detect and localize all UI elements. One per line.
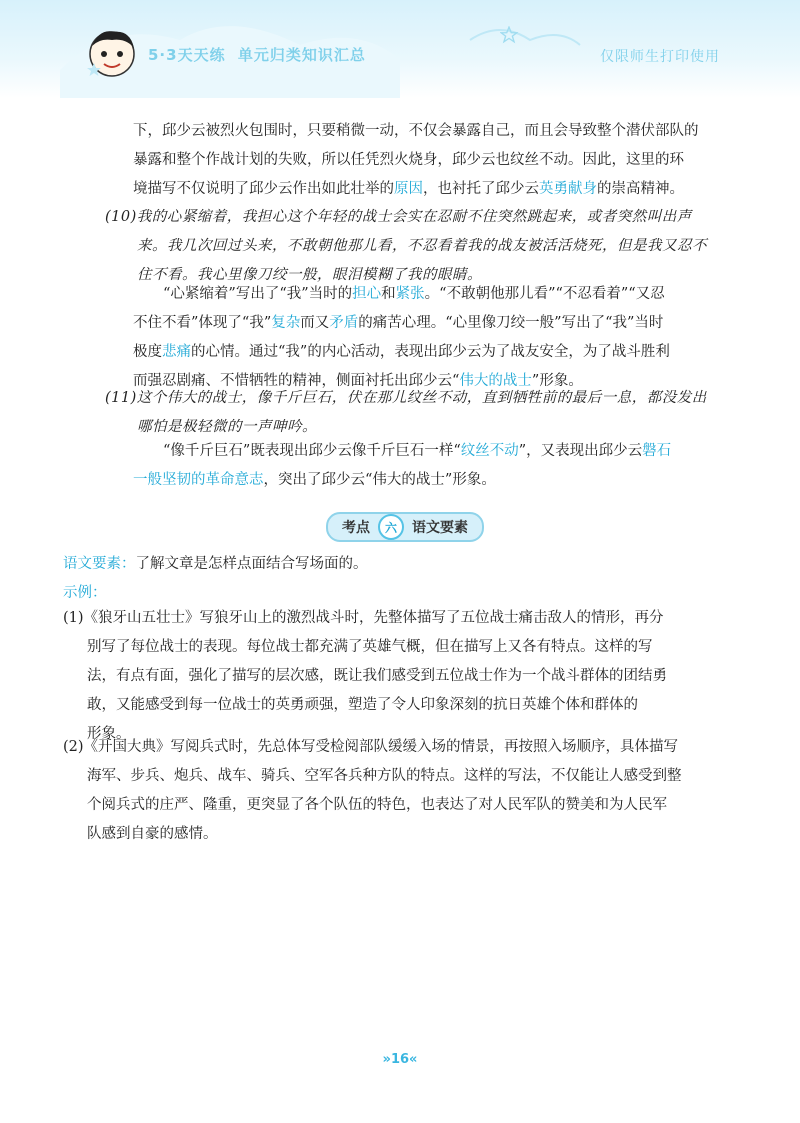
text-line: (11)这个伟大的战士，像千斤巨石，伏在那儿纹丝不动，直到牺牲前的最后一息，都没发出 [105, 390, 707, 406]
badge-right: 语文要素 [412, 520, 468, 536]
text-line: 来。我几次回过头来，不敢朝他那儿看，不忍看着我的战友被活活烧死，但是我又忍不 [137, 238, 707, 254]
text-line: 队感到自豪的感情。 [87, 826, 218, 842]
text-line: “像千斤巨石”既表现出邱少云像千斤巨石一样“纹丝不动”，又表现出邱少云磐石 [163, 443, 672, 459]
page-number: »16« [382, 1052, 418, 1067]
text-line: 而强忍剧痛、不惜牺牲的精神，侧面衬托出邱少云“伟大的战士”形象。 [133, 373, 583, 389]
text-line: 法，有点有面，强化了描写的层次感，既让我们感受到五位战士作为一个战斗群体的团结勇 [87, 668, 667, 684]
text-line: “心紧缩着”写出了“我”当时的担心和紧张。“不敢朝他那儿看”“不忍看着”“又忍 [163, 286, 665, 302]
text-line: 语文要素：了解文章是怎样点面结合写场面的。 [63, 556, 368, 572]
highlight: 复杂 [271, 315, 301, 331]
highlight: 紧张 [395, 286, 425, 302]
text-line: 暴露和整个作战计划的失败，所以任凭烈火烧身，邱少云也纹丝不动。因此，这里的环 [133, 152, 684, 168]
analysis-paragraph-1 [133, 117, 725, 204]
text-line: (2)《开国大典》写阅兵式时，先总体写受检阅部队缓缓入场的情景，再按照入场顺序，具体描写 [63, 739, 679, 755]
text-line: 海军、步兵、炮兵、战车、骑兵、空军各兵种方队的特点。这样的写法，不仅能让人感受到整 [87, 768, 682, 784]
star-icon [86, 62, 102, 78]
text-line: 形象。 [87, 726, 131, 742]
highlight: 一般坚韧的革命意志 [133, 472, 264, 488]
highlight: 英勇献身 [539, 181, 597, 197]
label: 语文要素： [63, 556, 136, 572]
header-usage-note: 仅限师生打印使用 [600, 49, 720, 65]
text-line: 别写了每位战士的表现。每位战士都充满了英雄气概，但在描写上又各有特点。这样的写 [87, 639, 653, 655]
label: 示例： [63, 585, 107, 601]
yuwen-section [63, 550, 725, 608]
highlight: 矛盾 [329, 315, 359, 331]
question-10 [105, 203, 725, 290]
text-line: 哪怕是极轻微的一声呻吟。 [137, 419, 317, 435]
header-series: 5·3天天练 [148, 46, 226, 64]
text-line: (1)《狼牙山五壮士》写狼牙山上的激烈战斗时，先整体描写了五位战士痛击敌人的情形，再分 [63, 610, 664, 626]
text-line: 敢，又能感受到每一位战士的英勇顽强，塑造了令人印象深刻的抗日英雄个体和群体的 [87, 697, 638, 713]
text-line: 下，邱少云被烈火包围时，只要稍微一动，不仅会暴露自己，而且会导致整个潜伏部队的 [133, 123, 699, 139]
highlight: 悲痛 [162, 344, 191, 360]
text-line: 不住不看”体现了“我”复杂而又矛盾的痛苦心理。“心里像刀绞一般”写出了“我”当时 [133, 315, 664, 331]
header-title [148, 44, 366, 65]
text-line: 极度悲痛的心情。通过“我”的内心活动，表现出邱少云为了战友安全，为了战斗胜利 [133, 344, 670, 360]
text-line: 个阅兵式的庄严、隆重，更突显了各个队伍的特色，也表达了对人民军队的赞美和为人民军 [87, 797, 667, 813]
star-icon [500, 26, 518, 44]
highlight: 担心 [352, 286, 382, 302]
highlight: 磐石 [642, 443, 672, 459]
example-2 [63, 733, 725, 849]
example-1 [63, 604, 725, 749]
badge-number: 六 [378, 514, 404, 540]
highlight: 原因 [394, 181, 423, 197]
text-line: 一般坚韧的革命意志，突出了邱少云“伟大的战士”形象。 [133, 472, 496, 488]
section-badge [326, 512, 484, 542]
text-line: 境描写不仅说明了邱少云作出如此壮举的原因，也衬托了邱少云英勇献身的崇高精神。 [133, 181, 684, 197]
chevron-right-icon: » [382, 1052, 391, 1067]
answer-11 [133, 437, 725, 495]
text-line: 住不看。我心里像刀绞一般，眼泪模糊了我的眼睛。 [137, 267, 482, 283]
chevron-left-icon: « [409, 1052, 418, 1067]
header-subtitle: 单元归类知识汇总 [237, 46, 366, 64]
highlight: 伟大的战士 [459, 373, 532, 389]
question-11 [105, 384, 725, 442]
section-badge-wrap [85, 512, 725, 542]
text-line: (10)我的心紧缩着，我担心这个年轻的战士会实在忍耐不住突然跳起来，或者突然叫出声 [105, 209, 692, 225]
badge-left: 考点 [342, 520, 370, 536]
answer-10 [133, 280, 725, 396]
highlight: 纹丝不动 [460, 443, 519, 459]
